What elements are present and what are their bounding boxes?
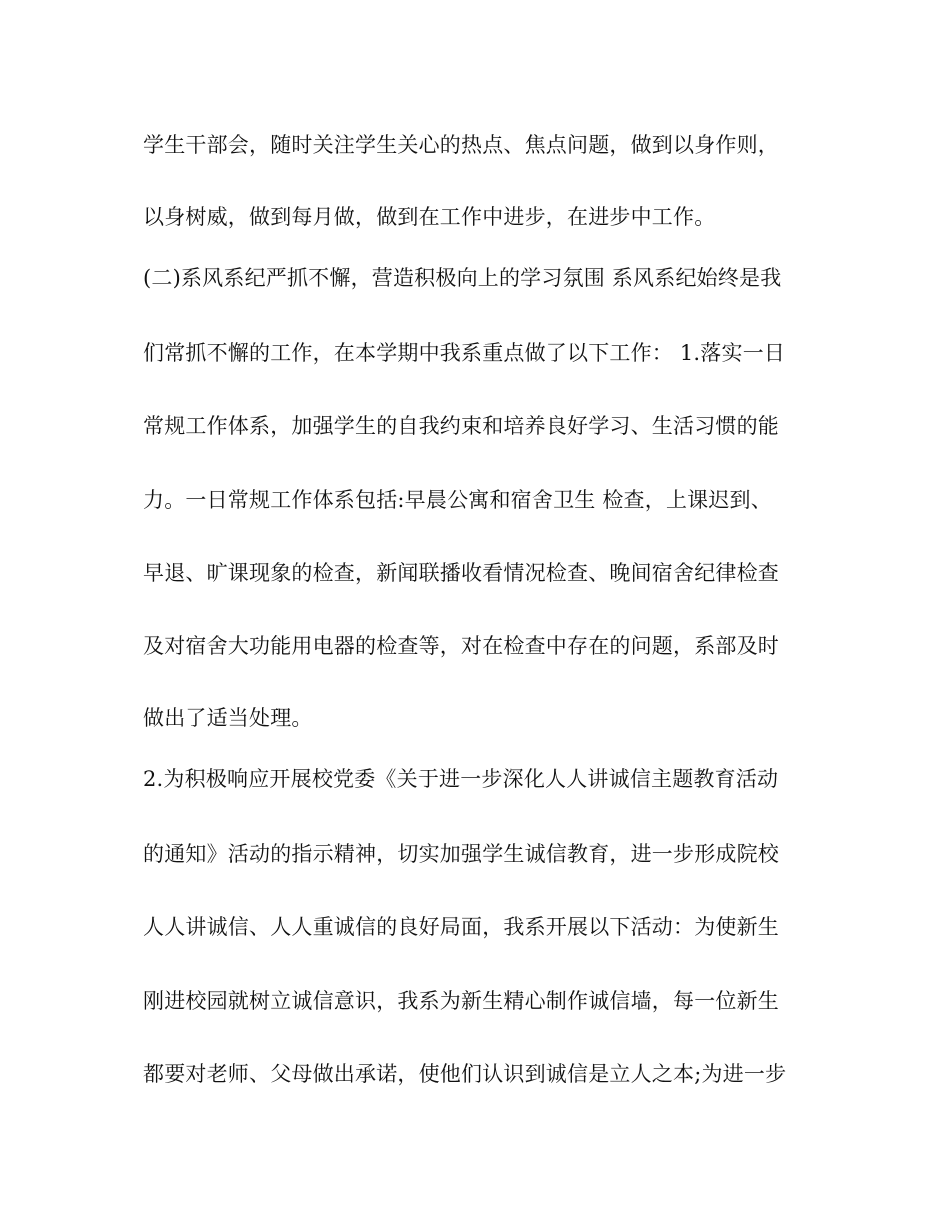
text-line-1: 学生干部会，随时关注学生关心的热点、焦点问题，做到以身作则， (143, 133, 779, 157)
text-line-6: 力。一日常规工作体系包括:早晨公寓和宿舍卫生 检查，上课迟到、 (143, 488, 772, 512)
text-line-3: (二)系风系纪严抓不懈，营造积极向上的学习氛围 系风系纪始终是我 (143, 266, 782, 290)
text-line-10: 2.为积极响应开展校党委《关于进一步深化人人讲诚信主题教育活动 (143, 767, 779, 791)
text-line-5: 常规工作体系，加强学生的自我约束和培养良好学习、生活习惯的能 (143, 414, 779, 438)
text-line-13: 刚进校园就树立诚信意识，我系为新生精心制作诚信墙，每一位新生 (143, 989, 779, 1013)
text-line-12: 人人讲诚信、人人重诚信的良好局面，我系开展以下活动：为使新生 (143, 915, 779, 939)
text-line-11: 的通知》活动的指示精神，切实加强学生诚信教育，进一步形成院校 (143, 842, 779, 866)
text-line-7: 早退、旷课现象的检查，新闻联播收看情况检查、晚间宿舍纪律检查 (143, 561, 779, 585)
text-line-9: 做出了适当处理。 (143, 706, 313, 730)
text-line-8: 及对宿舍大功能用电器的检查等，对在检查中存在的问题，系部及时 (143, 634, 779, 658)
text-line-14: 都要对老师、父母做出承诺，使他们认识到诚信是立人之本;为进一步 (143, 1062, 787, 1086)
text-line-4: 们常抓不懈的工作，在本学期中我系重点做了以下工作： 1.落实一日 (143, 341, 786, 365)
text-line-2: 以身树威，做到每月做，做到在工作中进步，在进步中工作。 (143, 205, 716, 229)
